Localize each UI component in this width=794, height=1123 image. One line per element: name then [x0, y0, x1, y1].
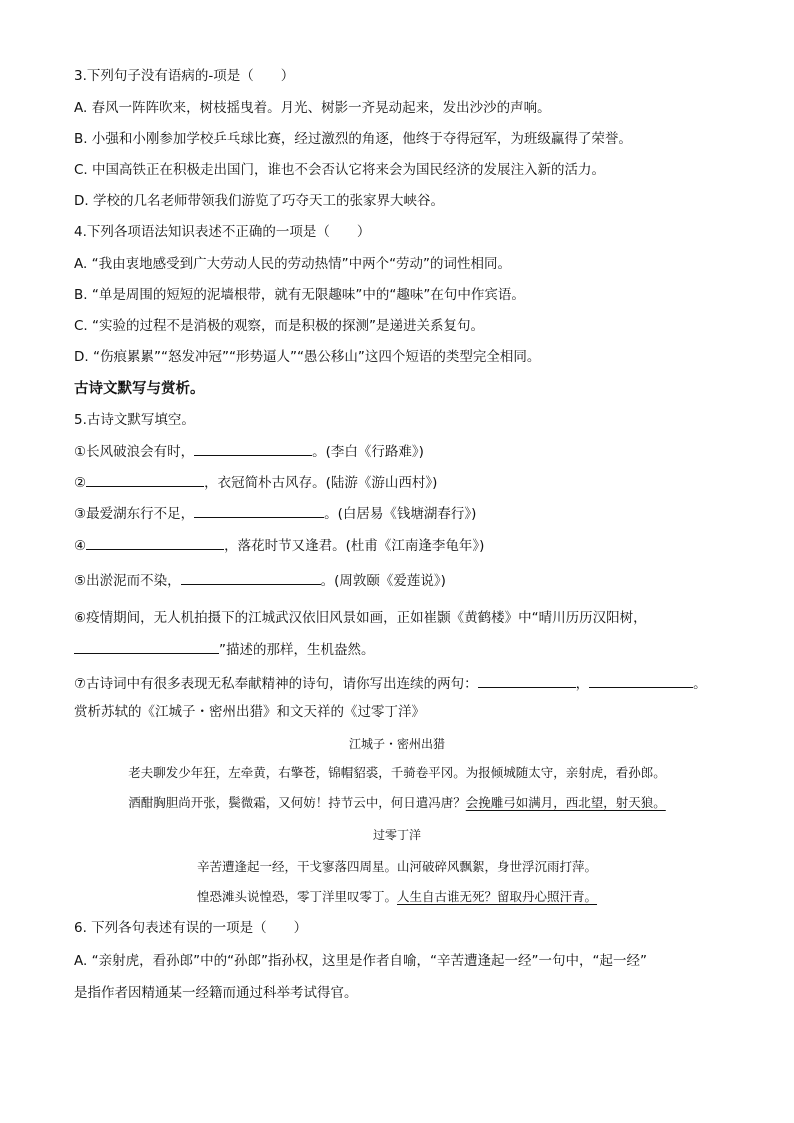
q3-option-c: C. 中国高铁正在积极走出国门，谁也不会否认它将来会为国民经济的发展注入新的活力。	[74, 162, 606, 178]
q5-item-2-pre: ②	[74, 475, 87, 491]
q3-stem: 3.下列句子没有语病的-项是（ ）	[74, 68, 295, 84]
q5-item-2-post: ，衣冠简朴古风存。(陆游《游山西村》)	[204, 475, 438, 491]
q4-stem: 4.下列各项语法知识表述不正确的一项是（ ）	[74, 224, 371, 240]
q3-option-a: A. 春风一阵阵吹来，树枝摇曳着。月光、树影一齐晃动起来，发出沙沙的声响。	[74, 100, 551, 116]
q6-stem: 6. 下列各句表述有误的一项是（ ）	[74, 920, 308, 936]
q3-option-d: D. 学校的几名老师带领我们游览了巧夺天工的张家界大峡谷。	[74, 193, 444, 209]
q5-item-5	[74, 570, 446, 591]
poem1-line-2-underlined: 会挽雕弓如满月，西北望，射天狼。	[465, 795, 666, 810]
q4-option-c: C. “实验的过程不是消极的观察，而是积极的探测”是递进关系复句。	[74, 318, 484, 334]
q5-item-7-pre: ⑦古诗词中有很多表现无私奉献精神的诗句，请你写出连续的两句：	[74, 676, 478, 692]
q5-item-4-pre: ④	[74, 538, 87, 554]
q5-item-4	[74, 535, 484, 556]
poem1-line-2	[0, 794, 794, 812]
answer-blank[interactable]	[86, 535, 224, 550]
q4-option-d: D. “伤痕累累”“怒发冲冠”“形势逼人”“愚公移山”这四个短语的类型完全相同。	[74, 349, 541, 365]
q5-item-6-line-1: ⑥疫情期间，无人机拍摄下的江城武汉依旧风景如画，正如崔颢《黄鹤楼》中“晴川历历汉阳树，	[74, 610, 647, 626]
answer-blank[interactable]	[194, 503, 324, 518]
q5-item-1	[74, 441, 424, 462]
q5-item-5-pre: ⑤出淤泥而不染，	[74, 573, 181, 589]
q5-item-1-post: 。(李白《行路难》)	[312, 444, 424, 460]
q5-item-6-post: ”描述的那样，生机盎然。	[219, 642, 375, 658]
q4-option-a: A. “我由衷地感受到广大劳动人民的劳动热情”中两个“劳动”的词性相同。	[74, 256, 512, 272]
q4-option-b: B. “单是周围的短短的泥墙根带，就有无限趣味”中的“趣味”在句中作宾语。	[74, 287, 525, 303]
poem1-line-2-plain: 酒酣胸胆尚开张，鬓微霜，又何妨！持节云中，何日遣冯唐？	[128, 795, 466, 810]
poem1-title: 江城子・密州出猎	[348, 737, 445, 751]
q5-item-5-post: 。(周敦颐《爱莲说》)	[320, 573, 446, 589]
answer-blank[interactable]	[181, 570, 321, 585]
poem2-line-1: 辛苦遭逢起一经，干戈寥落四周星。山河破碎风飘絮，身世浮沉雨打萍。	[196, 859, 597, 874]
q6-option-a-line-1: A. “亲射虎，看孙郎”中的“孙郎”指孙权，这里是作者自喻，“辛苦遭逢起一经”一句中，“起一经”	[74, 953, 648, 969]
q5-stem: 5.古诗文默写填空。	[74, 412, 195, 428]
poem1-line-1: 老夫聊发少年狂，左牵黄，右擎苍，锦帽貂裘，千骑卷平冈。为报倾城随太守，亲射虎，看孙郎。	[128, 765, 666, 780]
q5-item-3-pre: ③最爱湖东行不足，	[74, 506, 195, 522]
poem2-line-2	[0, 888, 794, 906]
answer-blank[interactable]	[589, 673, 693, 688]
answer-blank[interactable]	[194, 441, 312, 456]
q5-item-7-mid: ，	[575, 676, 590, 692]
q5-item-3-post: 。(白居易《钱塘湖春行》)	[324, 506, 477, 522]
poem2-line-2-underlined: 人生自古谁无死？留取丹心照汗青。	[397, 889, 598, 904]
answer-blank[interactable]	[478, 673, 576, 688]
q6-option-a-line-2: 是指作者因精通某一经籍而通过科举考试得官。	[74, 985, 358, 1001]
poem2-title: 过零丁洋	[372, 828, 421, 842]
q3-option-b: B. 小强和小刚参加学校乒乓球比赛，经过激烈的角逐，他终于夺得冠军，为班级赢得了荣誉。	[74, 131, 632, 147]
q5-item-4-post: ，落花时节又逢君。(杜甫《江南逢李龟年》)	[224, 538, 485, 554]
q5-item-7	[74, 673, 707, 694]
q5-item-7-post: 。	[693, 676, 707, 692]
section-heading: 古诗文默写与赏析。	[74, 381, 205, 397]
q5-item-2	[74, 472, 437, 493]
answer-blank[interactable]	[74, 639, 219, 654]
appreciation-intro: 赏析苏轼的《江城子・密州出猎》和文天祥的《过零丁洋》	[74, 704, 425, 720]
q5-item-1-pre: ①长风破浪会有时，	[74, 444, 195, 460]
q5-item-3	[74, 503, 476, 524]
poem2-line-2-plain: 惶恐滩头说惶恐，零丁洋里叹零丁。	[196, 889, 397, 904]
q5-item-6-line-2	[74, 639, 375, 660]
answer-blank[interactable]	[86, 472, 204, 487]
